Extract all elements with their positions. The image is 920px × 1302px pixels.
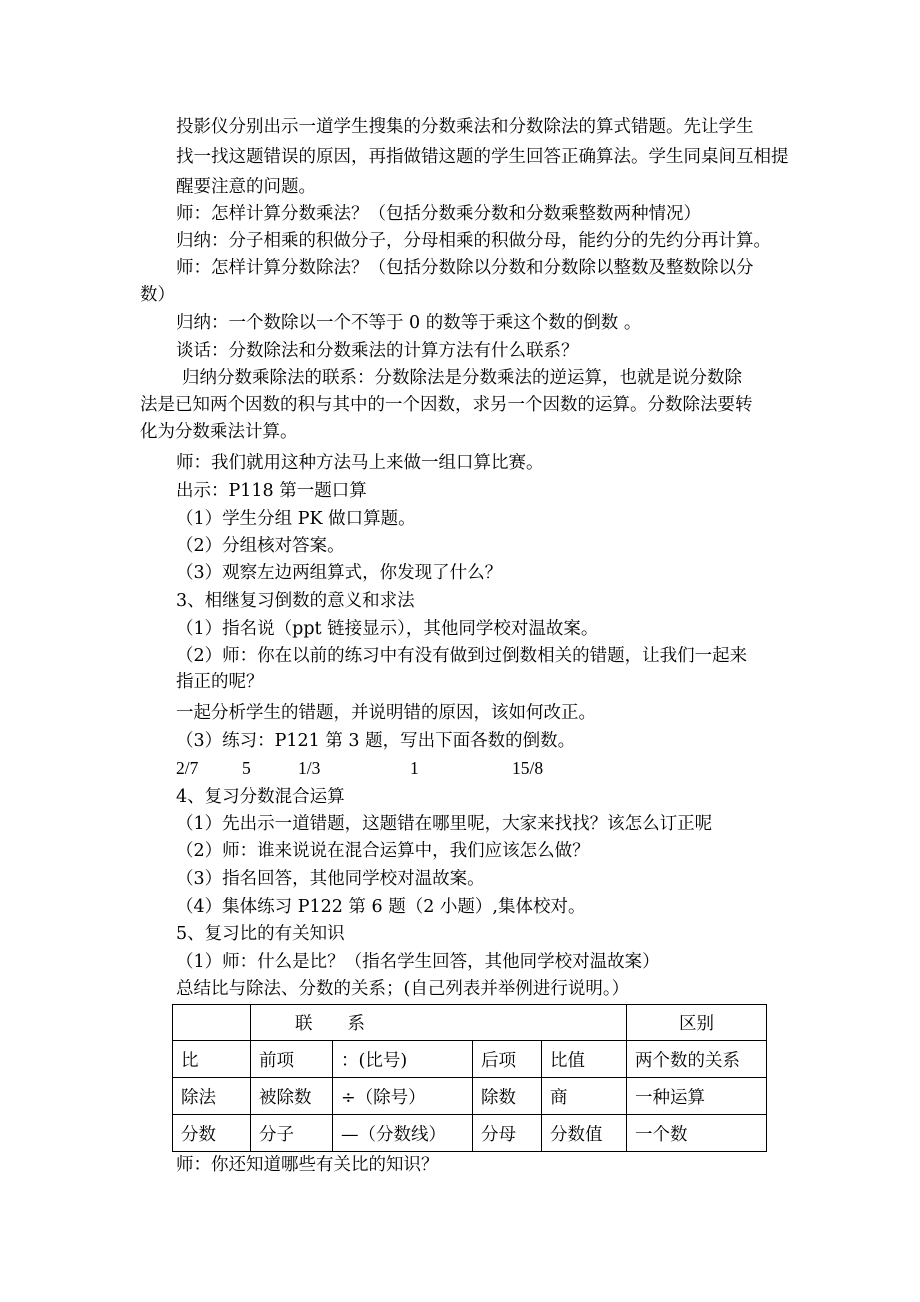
paragraph-line: 出示：P118 第一题口算 [176, 481, 367, 501]
table-row [173, 1078, 767, 1115]
paragraph-line: 醒要注意的问题。 [176, 177, 316, 197]
paragraph-line: （1）学生分组 PK 做口算题。 [176, 509, 416, 529]
paragraph-line: 总结比与除法、分数的关系；(自己列表并举例进行说明。） [176, 979, 630, 999]
paragraph-line: 师：我们就用这种方法马上来做一组口算比赛。 [176, 453, 544, 473]
table-cell: 商 [542, 1078, 627, 1115]
paragraph-line: 谈话：分数除法和分数乘法的计算方法有什么联系？ [176, 341, 579, 361]
section-heading: 4、复习分数混合运算 [176, 787, 345, 807]
table-cell: 分数 [173, 1115, 251, 1152]
table-header-cell: 联 系 [251, 1005, 627, 1041]
table-row [173, 1115, 767, 1152]
reciprocal-number: 1/3 [298, 758, 321, 778]
paragraph-line: 法是已知两个因数的积与其中的一个因数，求另一个因数的运算。分数除法要转 [140, 395, 753, 415]
paragraph-line: （1）指名说（ppt 链接显示），其他同学校对温故案。 [176, 619, 599, 639]
table-cell: 除法 [173, 1078, 251, 1115]
paragraph-line: 数） [140, 285, 175, 305]
table-row [173, 1041, 767, 1078]
table-cell: 一种运算 [627, 1078, 767, 1115]
table-header-cell: 区别 [627, 1005, 767, 1041]
table-cell: ÷（除号） [333, 1078, 473, 1115]
paragraph-line: 师：你还知道哪些有关比的知识？ [176, 1155, 439, 1175]
paragraph-line: （2）师：谁来说说在混合运算中，我们应该怎么做？ [176, 841, 590, 861]
paragraph-line: 归纳：一个数除以一个不等于 0 的数等于乘这个数的倒数 。 [176, 313, 642, 333]
table-cell: 一个数 [627, 1115, 767, 1152]
paragraph-line: 归纳：分子相乘的积做分子，分母相乘的积做分母，能约分的先约分再计算。 [176, 231, 771, 251]
table-cell: 比 [173, 1041, 251, 1078]
table-cell: 除数 [473, 1078, 542, 1115]
paragraph-line: （3）指名回答，其他同学校对温故案。 [176, 869, 485, 889]
table-cell: 比值 [542, 1041, 627, 1078]
paragraph-line: 化为分数乘法计算。 [140, 422, 298, 442]
paragraph-line: 一起分析学生的错题，并说明错的原因，该如何改正。 [176, 703, 596, 723]
table-cell: 被除数 [251, 1078, 333, 1115]
paragraph-line: （3）练习：P121 第 3 题，写出下面各数的倒数。 [176, 731, 576, 751]
paragraph-line: （3）观察左边两组算式，你发现了什么？ [176, 563, 503, 583]
paragraph-line: 投影仪分别出示一道学生搜集的分数乘法和分数除法的算式错题。先让学生 [176, 117, 754, 137]
ratio-division-fraction-table [172, 1004, 767, 1152]
paragraph-line: （4）集体练习 P122 第 6 题（2 小题）,集体校对。 [176, 897, 586, 917]
reciprocal-number: 15/8 [512, 758, 544, 778]
paragraph-line: （2）师：你在以前的练习中有没有做到过倒数相关的错题，让我们一起来 [176, 646, 748, 666]
paragraph-line: 师：怎样计算分数乘法？（包括分数乘分数和分数乘整数两种情况） [176, 204, 701, 224]
paragraph-line: 归纳分数乘除法的联系：分数除法是分数乘法的逆运算，也就是说分数除 [182, 368, 742, 388]
paragraph-line: （1）师：什么是比？（指名学生回答，其他同学校对温故案） [176, 952, 660, 972]
reciprocal-number: 5 [242, 758, 251, 778]
section-heading: 3、相继复习倒数的意义和求法 [176, 591, 415, 611]
table-cell [173, 1005, 251, 1041]
table-cell: 分子 [251, 1115, 333, 1152]
section-heading: 5、复习比的有关知识 [176, 924, 345, 944]
reciprocal-number: 2/7 [176, 758, 199, 778]
paragraph-line: 师：怎样计算分数除法？（包括分数除以分数和分数除以整数及整数除以分 [176, 258, 754, 278]
paragraph-line: 找一找这题错误的原因，再指做错这题的学生回答正确算法。学生同桌间互相提 [176, 147, 789, 167]
paragraph-line: 指正的呢？ [176, 672, 264, 692]
table-cell: 前项 [251, 1041, 333, 1078]
table-cell: 后项 [473, 1041, 542, 1078]
table-cell: 两个数的关系 [627, 1041, 767, 1078]
paragraph-line: （2）分组核对答案。 [176, 536, 345, 556]
reciprocal-number: 1 [410, 758, 419, 778]
table-cell: 分母 [473, 1115, 542, 1152]
table-cell: ：(比号) [333, 1041, 473, 1078]
paragraph-line: （1）先出示一道错题，这题错在哪里呢，大家来找找？该怎么订正呢 [176, 814, 713, 834]
table-cell: —（分数线） [333, 1115, 473, 1152]
table-cell: 分数值 [542, 1115, 627, 1152]
table-header-row [173, 1005, 767, 1041]
